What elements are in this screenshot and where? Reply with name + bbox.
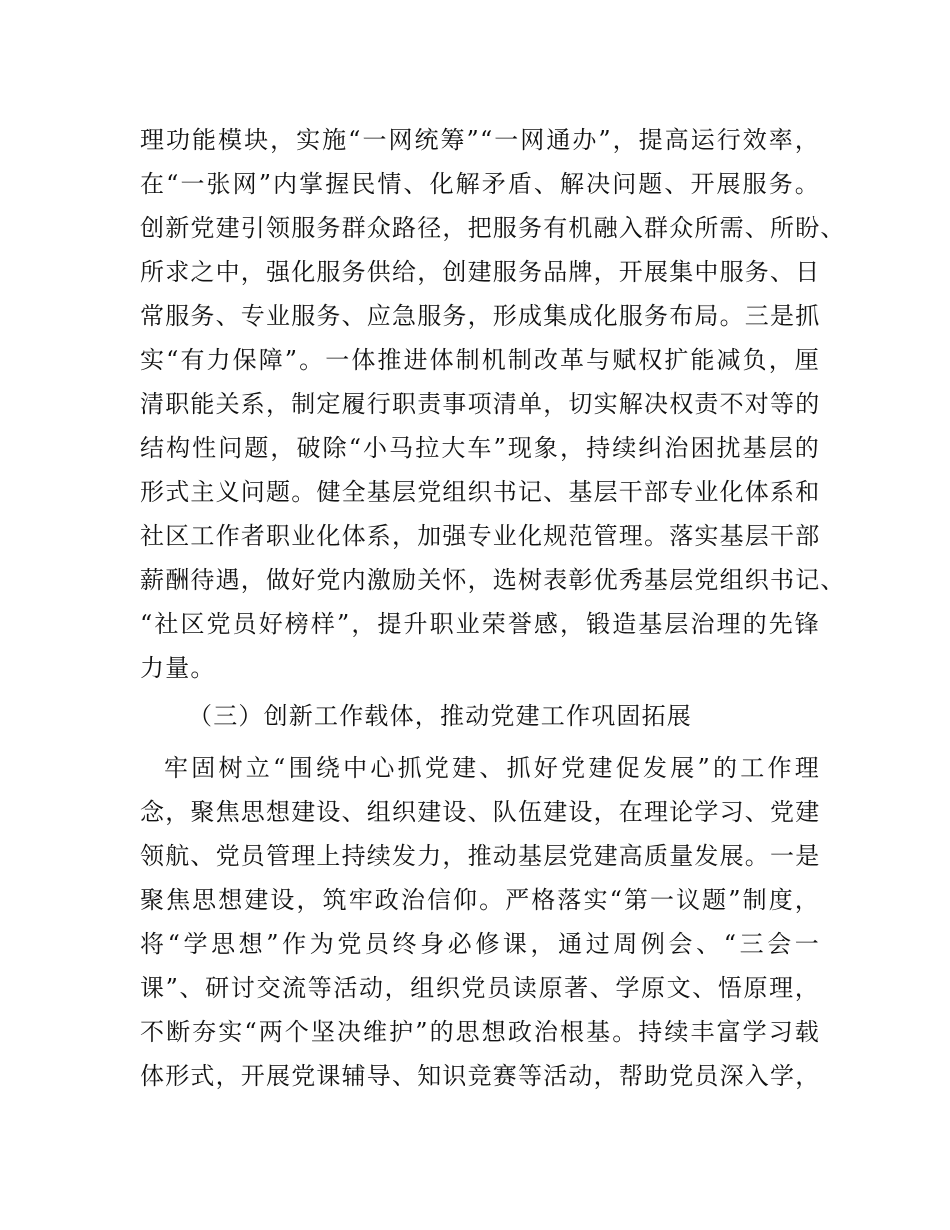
paragraph-2-line-7: 不断夯实“两个坚决维护”的思想政治根基。持续丰富学习载 [140,1018,820,1046]
paragraph-2-line-5: 将“学思想”作为党员终身必修课，通过周例会、“三会一 [140,930,820,958]
paragraph-1-line-11: 薪酬待遇，做好党内激励关怀，选树表彰优秀基层党组织书记、 [140,566,846,594]
paragraph-2-line-2: 念，聚焦思想建设、组织建设、队伍建设，在理论学习、党建 [140,798,821,826]
paragraph-1-line-6: 实“有力保障”。一体推进体制机制改革与赋权扩能减负，厘 [140,346,820,374]
paragraph-1-line-9: 形式主义问题。健全基层党组织书记、基层干部专业化体系和 [140,478,821,506]
paragraph-1-line-7: 清职能关系，制定履行职责事项清单，切实解决权责不对等的 [140,390,821,418]
paragraph-2-line-1: 牢固树立“围绕中心抓党建、抓好党建促发展”的工作理 [164,754,820,782]
paragraph-2-line-6: 课”、研讨交流等活动，组织党员读原著、学原文、悟原理， [140,974,820,1002]
paragraph-1-line-10: 社区工作者职业化体系，加强专业化规范管理。落实基层干部 [140,522,821,550]
paragraph-1-line-8: 结构性问题，破除“小马拉大车”现象，持续纠治困扰基层的 [140,434,820,462]
paragraph-1-line-5: 常服务、专业服务、应急服务，形成集成化服务布局。三是抓 [140,302,821,330]
paragraph-2-line-3: 领航、党员管理上持续发力，推动基层党建高质量发展。一是 [140,842,821,870]
section-heading: （三）创新工作载体，推动党建工作巩固拓展 [188,702,692,730]
paragraph-2-line-8: 体形式，开展党课辅导、知识竞赛等活动，帮助党员深入学， [140,1062,821,1090]
paragraph-1-line-1: 理功能模块，实施“一网统筹”“一网通办”，提高运行效率， [140,126,820,154]
paragraph-1-line-4: 所求之中，强化服务供给，创建服务品牌，开展集中服务、日 [140,258,821,286]
paragraph-1-line-2: 在“一张网”内掌握民情、化解矛盾、解决问题、开展服务。 [140,170,820,198]
paragraph-1-line-3: 创新党建引领服务群众路径，把服务有机融入群众所需、所盼、 [140,214,846,242]
paragraph-1-line-13: 力量。 [140,654,216,682]
paragraph-1-line-12: “社区党员好榜样”，提升职业荣誉感，锻造基层治理的先锋 [140,610,820,638]
paragraph-2-line-4: 聚焦思想建设，筑牢政治信仰。严格落实“第一议题”制度， [140,886,820,914]
